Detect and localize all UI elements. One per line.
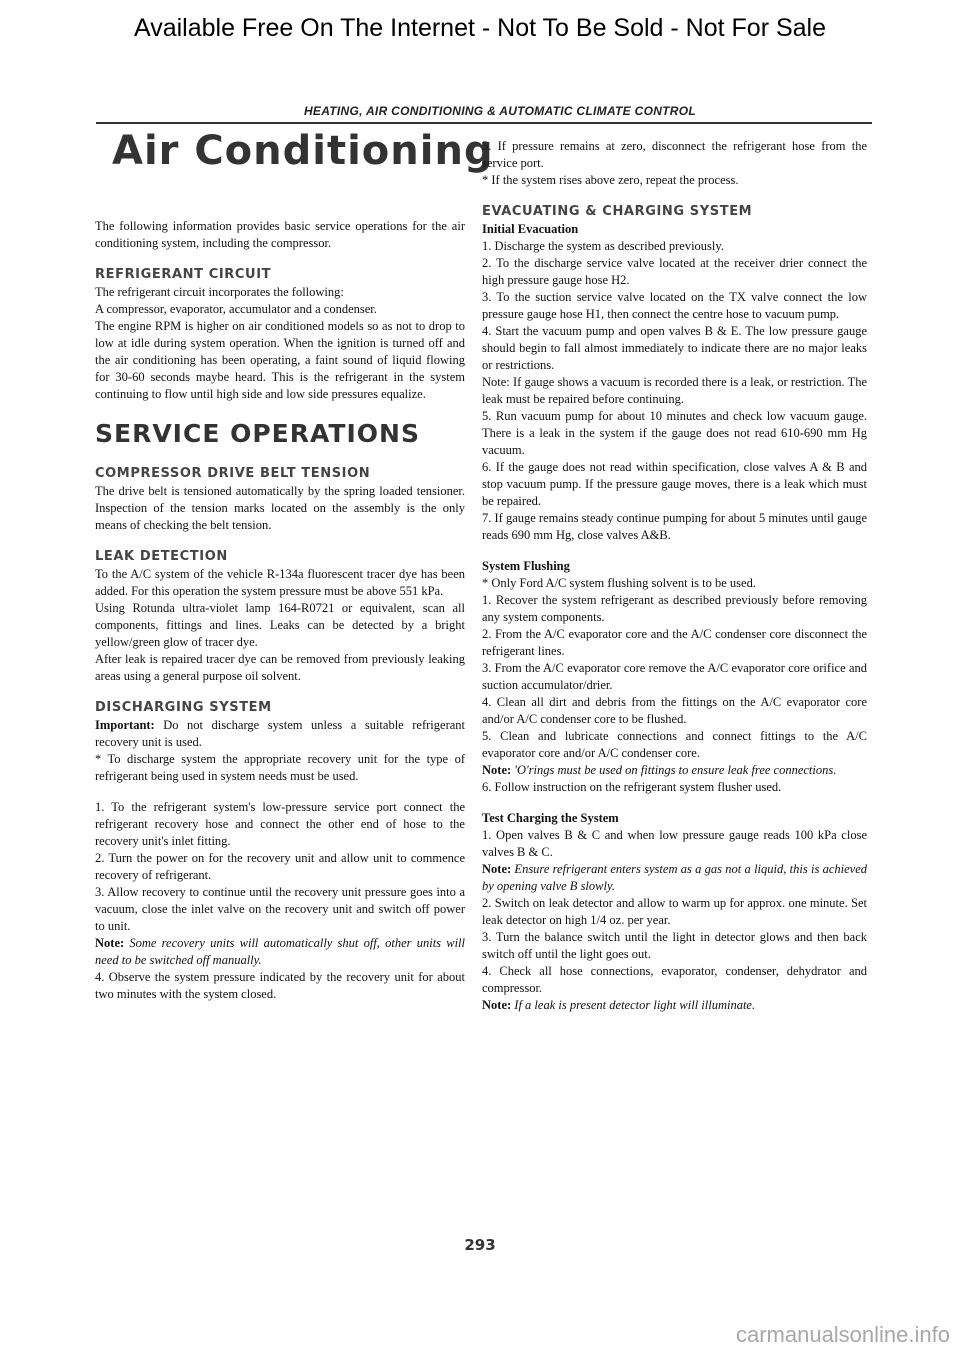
test-step-3: 3. Turn the balance switch until the light in detector glows and then back switch off until the light goes out. bbox=[482, 930, 867, 961]
system-flushing-heading: System Flushing bbox=[482, 559, 570, 573]
running-head: HEATING, AIR CONDITIONING & AUTOMATIC CLIMATE CONTROL bbox=[303, 104, 697, 118]
evac-step-1: 1. Discharge the system as described previously. bbox=[482, 239, 724, 253]
note-text: Some recovery units will automatically shut off, other units will need to be switched off manually. bbox=[95, 936, 465, 967]
leak-paragraph-3: After leak is repaired tracer dye can be removed from previously leaking areas using a general purpose oil solvent. bbox=[95, 652, 465, 683]
header-rule bbox=[96, 122, 872, 124]
leak-paragraph-2: Using Rotunda ultra-violet lamp 164-R0721 or equivalent, scan all components, fittings and lines. Leaks can be detected by a bright yellow/green glow of tracer dye. bbox=[95, 601, 465, 649]
test-charging-heading: Test Charging the System bbox=[482, 811, 619, 825]
flush-note-label: Note: bbox=[482, 763, 512, 777]
flush-step-6: 6. Follow instruction on the refrigerant system flusher used. bbox=[482, 780, 782, 794]
test-note-2 bbox=[482, 997, 867, 1014]
page-number: 293 bbox=[464, 1236, 496, 1254]
discharging-note bbox=[95, 935, 465, 969]
discharging-important bbox=[95, 717, 465, 751]
test-step-4: 4. Check all hose connections, evaporator, condenser, dehydrator and compressor. bbox=[482, 964, 867, 995]
evac-step-3: 3. To the suction service valve located on the TX valve connect the low pressure gauge hose H1, then connect the centre hose to vacuum pump. bbox=[482, 290, 867, 321]
flush-step-2: 2. From the A/C evaporator core and the A/C condenser core disconnect the refrigerant lines. bbox=[482, 627, 867, 658]
service-operations-heading: SERVICE OPERATIONS bbox=[95, 419, 420, 448]
refrigerant-circuit-heading: REFRIGERANT CIRCUIT bbox=[95, 267, 272, 282]
flush-step-3: 3. From the A/C evaporator core remove the A/C evaporator core orifice and suction accumulator/drier. bbox=[482, 661, 867, 692]
evac-step-7: 7. If gauge remains steady continue pumping for about 5 minutes until gauge reads 690 mm Hg, close valves A&B. bbox=[482, 511, 867, 542]
initial-evacuation-heading: Initial Evacuation bbox=[482, 222, 579, 236]
page-title: Air Conditioning bbox=[112, 128, 494, 174]
discharging-heading: DISCHARGING SYSTEM bbox=[95, 700, 272, 715]
left-column bbox=[95, 218, 465, 1003]
flush-note-text: 'O'rings must be used on fittings to ensure leak free connections. bbox=[511, 763, 837, 777]
test-step-1: 1. Open valves B & C and when low pressure gauge reads 100 kPa close valves B & C. bbox=[482, 828, 867, 859]
discharging-step-4: 4. Observe the system pressure indicated by the recovery unit for about two minutes with the system closed. bbox=[95, 970, 465, 1001]
test-note-1-label: Note: bbox=[482, 862, 512, 876]
test-note-1 bbox=[482, 861, 867, 895]
flush-solvent-note: * Only Ford A/C system flushing solvent is to be used. bbox=[482, 576, 756, 590]
refrigerant-paragraph-2: A compressor, evaporator, accumulator and a condenser. bbox=[95, 302, 377, 316]
discharging-paragraph-2: * To discharge system the appropriate recovery unit for the type of refrigerant being used in system needs must be used. bbox=[95, 752, 465, 783]
refrigerant-paragraph-1: The refrigerant circuit incorporates the following: bbox=[95, 285, 344, 299]
refrigerant-paragraph-3: The engine RPM is higher on air conditioned models so as not to drop to low at idle during system operation. When the ignition is turned off and the air conditioning has been operating, a faint sound of liquid flowing for 30-60 seconds maybe heard. This is the refrigerant in the system continuing to flow until high side and low side pressures equalize. bbox=[95, 319, 465, 401]
note-label: Note: bbox=[95, 936, 125, 950]
discharging-step-3: 3. Allow recovery to continue until the recovery unit pressure goes into a vacuum, close the inlet valve on the recovery unit and switch off power to unit. bbox=[95, 885, 465, 933]
flush-step-1: 1. Recover the system refrigerant as described previously before removing any system components. bbox=[482, 593, 867, 624]
intro-paragraph: The following information provides basic service operations for the air conditioning system, including the compressor. bbox=[95, 219, 465, 250]
leak-detection-heading: LEAK DETECTION bbox=[95, 549, 228, 564]
evac-step-4: 4. Start the vacuum pump and open valves B & E. The low pressure gauge should begin to fall almost immediately to indicate there are no major leaks or restrictions. bbox=[482, 324, 867, 372]
test-note-2-label: Note: bbox=[482, 998, 512, 1012]
test-note-2-text: If a leak is present detector light will illuminate. bbox=[511, 998, 756, 1012]
belt-tension-heading: COMPRESSOR DRIVE BELT TENSION bbox=[95, 466, 371, 481]
flush-note bbox=[482, 762, 867, 779]
belt-tension-paragraph: The drive belt is tensioned automatically by the spring loaded tensioner. Inspection of the tension marks located on the assembly is the only means of checking the belt tension. bbox=[95, 484, 465, 532]
evac-step-2: 2. To the discharge service valve located at the receiver drier connect the high pressure gauge hose H2. bbox=[482, 256, 867, 287]
flush-step-4: 4. Clean all dirt and debris from the fittings on the A/C evaporator core and/or A/C condenser core to be flushed. bbox=[482, 695, 867, 726]
flush-step-5: 5. Clean and lubricate connections and connect fittings to the A/C evaporator core and/or A/C condenser core. bbox=[482, 729, 867, 760]
evac-step-5: 5. Run vacuum pump for about 10 minutes and check low vacuum gauge. There is a leak in the system if the gauge does not read 610-690 mm Hg vacuum. bbox=[482, 409, 867, 457]
discharging-step-5: 5. If pressure remains at zero, disconnect the refrigerant hose from the service port. bbox=[482, 139, 867, 170]
evac-step-6: 6. If the gauge does not read within specification, close valves A & B and stop vacuum pump. If the pressure gauge moves, there is a leak which must be repaired. bbox=[482, 460, 867, 508]
discharging-repeat: * If the system rises above zero, repeat the process. bbox=[482, 173, 739, 187]
evac-note: Note: If gauge shows a vacuum is recorded there is a leak, or restriction. The leak must be repaired before continuing. bbox=[482, 375, 867, 406]
footer-watermark: carmanualsonline.info bbox=[735, 1322, 950, 1347]
right-column bbox=[482, 138, 867, 1014]
test-step-2: 2. Switch on leak detector and allow to warm up for approx. one minute. Set leak detector on high 1/4 oz. per year. bbox=[482, 896, 867, 927]
discharging-step-1: 1. To the refrigerant system's low-pressure service port connect the refrigerant recovery hose and connect the other end of hose to the recovery unit's inlet fitting. bbox=[95, 800, 465, 848]
discharging-step-2: 2. Turn the power on for the recovery unit and allow unit to commence recovery of refrigerant. bbox=[95, 851, 465, 882]
important-label: Important: bbox=[95, 718, 155, 732]
evacuating-heading: EVACUATING & CHARGING SYSTEM bbox=[482, 204, 753, 219]
watermark-banner: Available Free On The Internet - Not To Be Sold - Not For Sale bbox=[133, 14, 827, 42]
important-text: Do not discharge system unless a suitable refrigerant recovery unit is used. bbox=[95, 718, 465, 749]
leak-paragraph-1: To the A/C system of the vehicle R-134a fluorescent tracer dye has been added. For this operation the system pressure must be above 551 kPa. bbox=[95, 567, 465, 598]
test-note-1-text: Ensure refrigerant enters system as a gas not a liquid, this is achieved by opening valve B slowly. bbox=[482, 862, 867, 893]
